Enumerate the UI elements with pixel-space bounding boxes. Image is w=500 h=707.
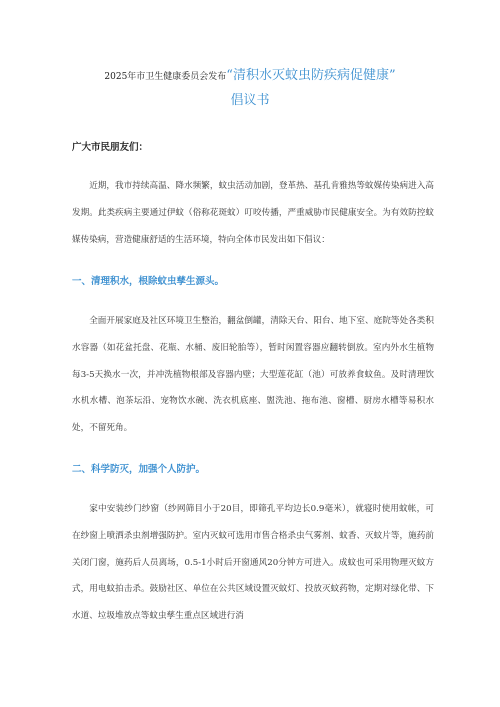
section2-paragraph: 家中安装纱门纱窗（纱网筛目小于20目，即筛孔平均边长0.9毫米），就寝时使用蚊帐，可在纱窗上喷洒杀虫剂增强防护。室内灭蚊可选用市售合格杀虫气雾剂、蚊香、灭蚊片等，施药前关闭门窗，施药后人员离场，0.5-1小时后开窗通风20分钟方可进入。成蚊也可采用物理灭蚊方式，用电蚊拍击杀。鼓励社区、单位在公共区域设置灭蚊灯、投放灭蚊药物，定期对绿化带、下水道、垃圾堆放点等蚊虫孳生重点区域进行消 (72, 504, 434, 622)
document-subtitle: 倡议书 (230, 93, 270, 108)
section1-heading: 一、清理积水，根除蚊虫孳生源头。 (72, 276, 225, 287)
title-prefix: 2025年市卫生健康委员会发布 (104, 72, 227, 82)
intro-paragraph: 近期，我市持续高温、降水频繁，蚊虫活动加剧，登革热、基孔肯雅热等蚊媒传染病进入高发期。此类疾病主要通过伊蚊（俗称花斑蚊）叮咬传播，严重威胁市民健康安全。为有效防控蚊媒传染病，营造健康舒适的生活环境，特向全体市民发出如下倡议： (72, 181, 434, 245)
section2-heading: 二、科学防灭，加强个人防护。 (72, 464, 206, 475)
section1-paragraph: 全面开展家庭及社区环境卫生整治，翻盆倒罐，清除天台、阳台、地下室、庭院等处各类积水容器（如花盆托盘、花瓶、水桶、废旧轮胎等），暂时闲置容器应翻转倒放。室内外水生植物每3-5天换水一次，并冲洗植物根部及容器内壁；大型莲花缸（池）可放养食蚊鱼。及时清理饮水机水槽、泡茶坛沿、宠物饮水碗、洗衣机底座、盥洗池、拖布池、窗槽、厨房水槽等易积水处，不留死角。 (72, 316, 434, 434)
document-title (0, 64, 500, 87)
title-main: “清积水灭蚊虫防疾病促健康” (226, 68, 396, 83)
greeting: 广大市民朋友们： (72, 142, 149, 153)
